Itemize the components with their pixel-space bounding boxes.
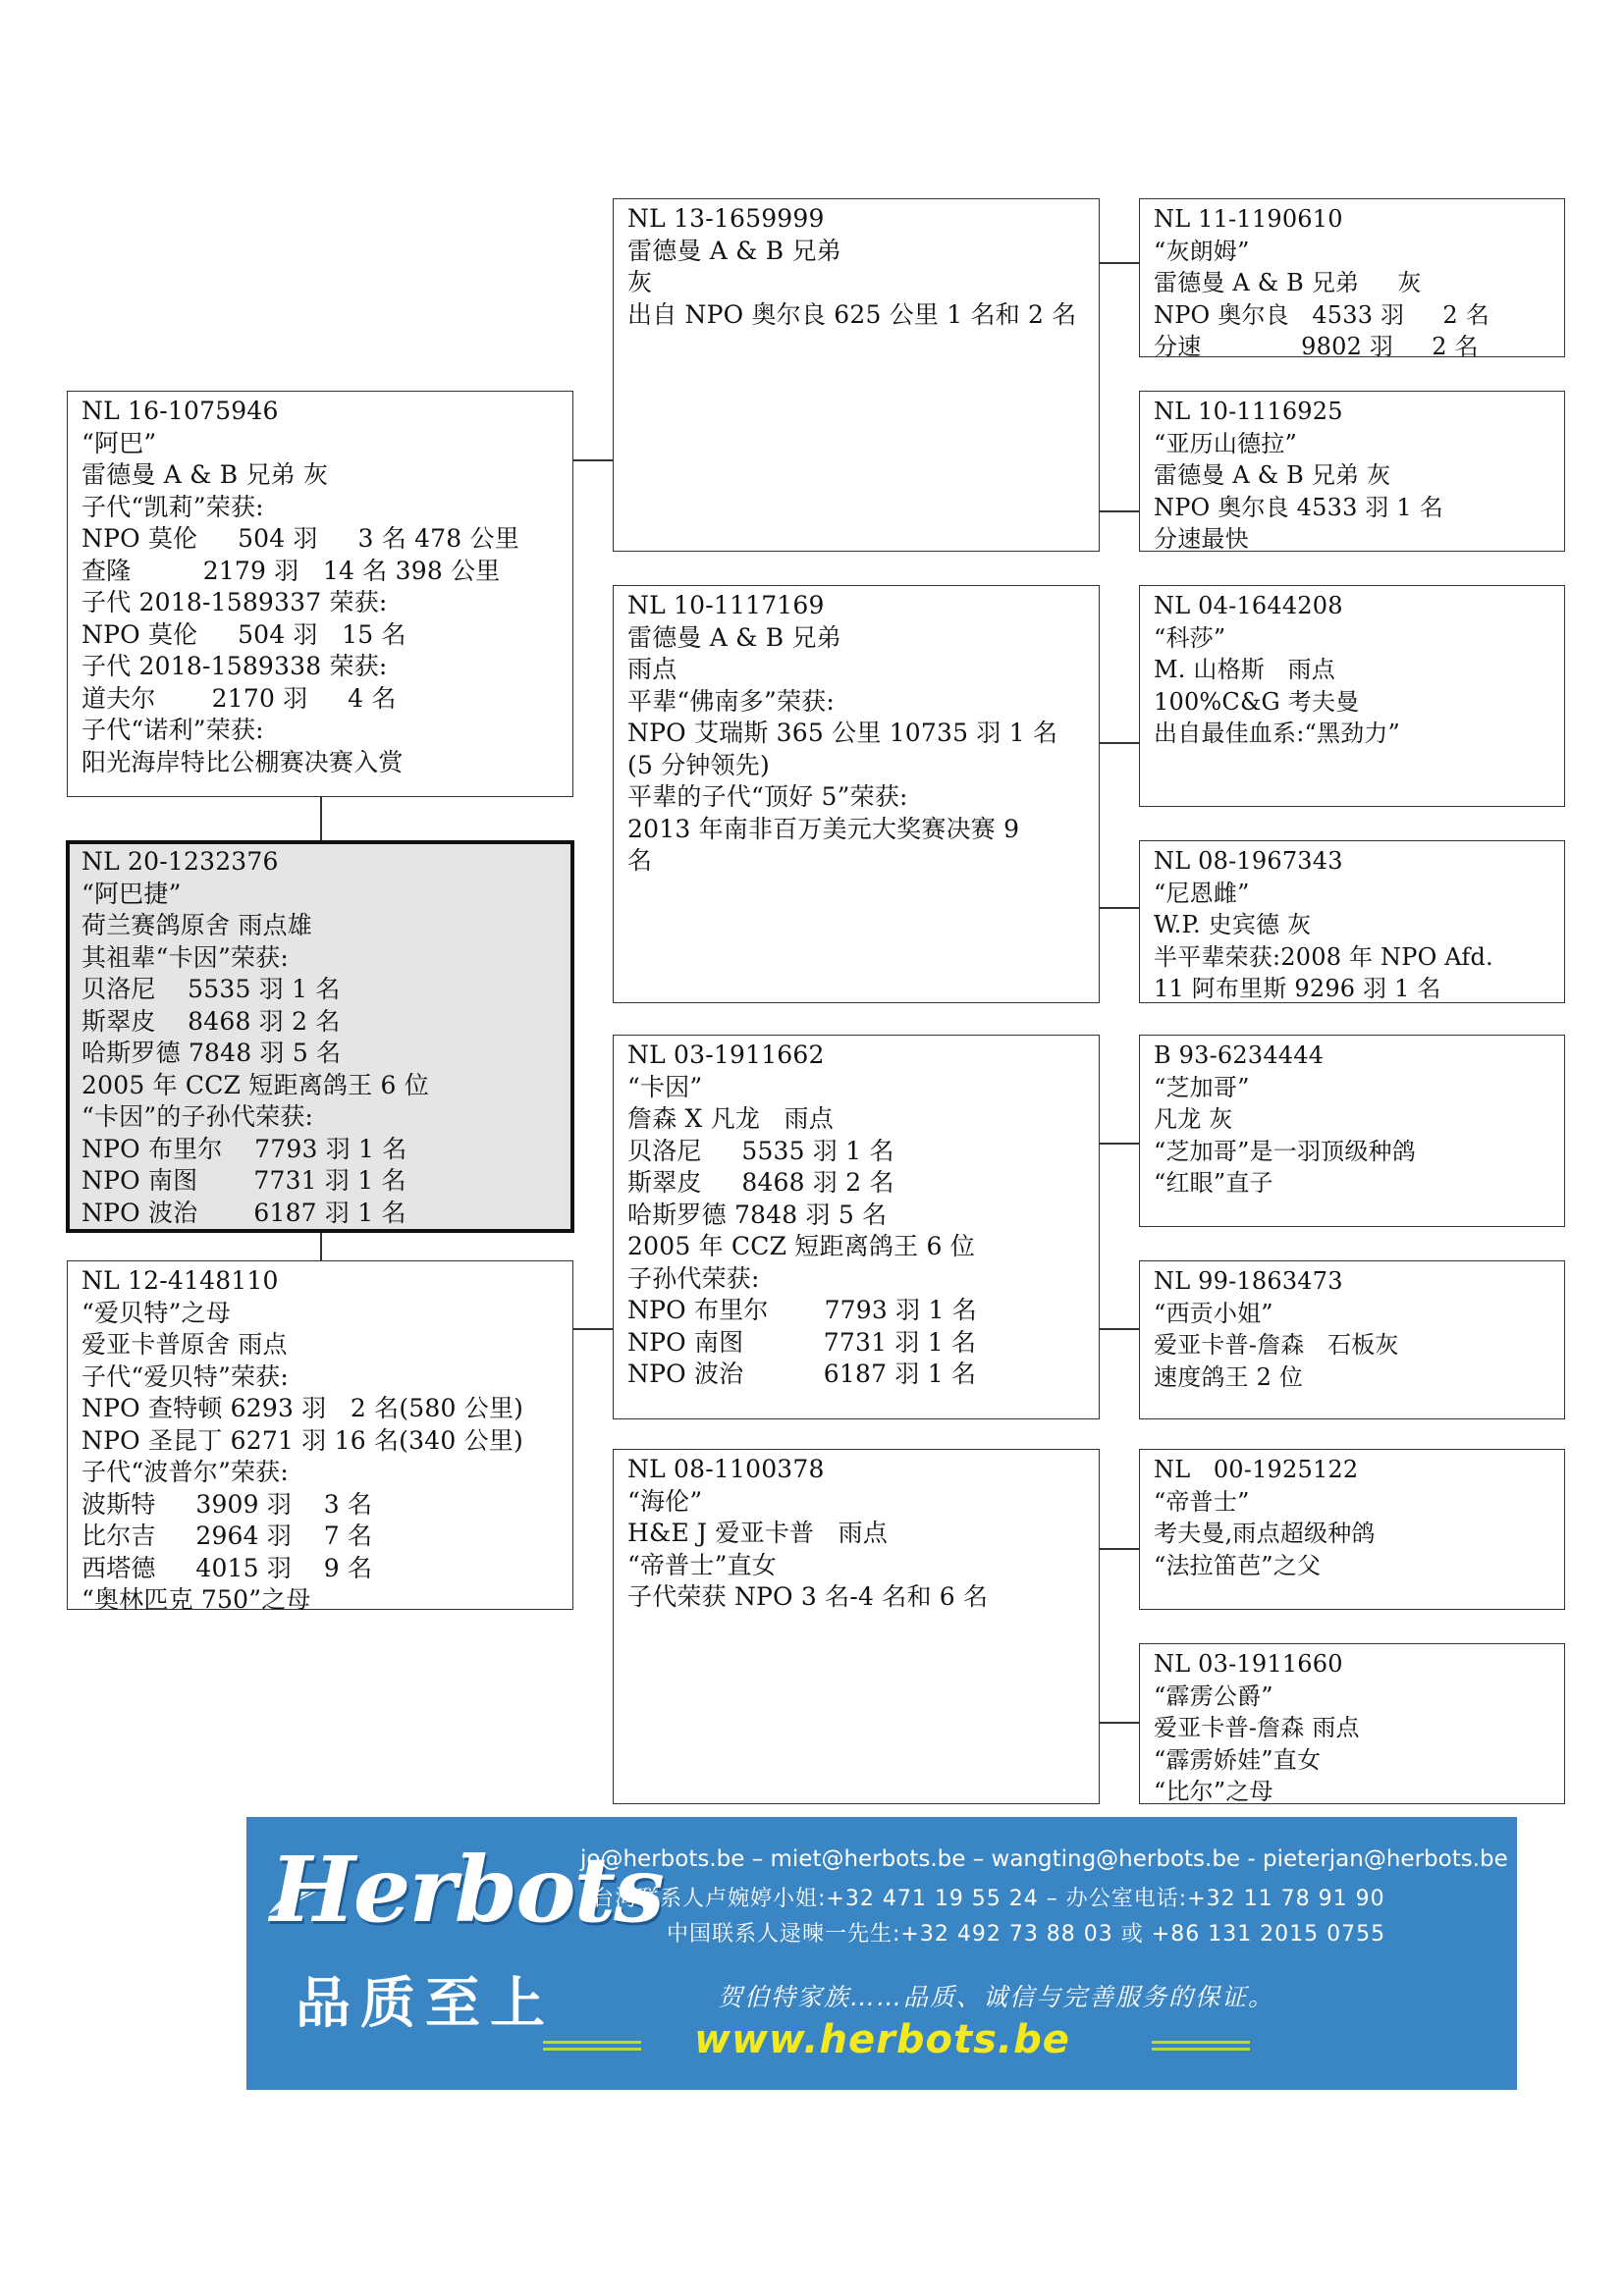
info-line: 分速最快 <box>1154 525 1249 553</box>
info-line: NPO 莫伦 504 羽 3 名 478 公里 <box>81 524 519 553</box>
info-line: 子代 2018-1589338 荣获: <box>81 652 388 680</box>
decorative-stripe <box>543 2041 641 2052</box>
info-line: 道夫尔 2170 羽 4 名 <box>81 683 397 713</box>
pigeon-name: “西贡小姐” <box>1154 1299 1273 1327</box>
pigeon-name: “灰朗姆” <box>1154 237 1250 265</box>
info-line: 贝洛尼 5535 羽 1 名 <box>627 1136 894 1165</box>
ring-number: NL 08-1100378 <box>627 1455 825 1483</box>
info-line: 查隆 2179 羽 14 名 398 公里 <box>81 556 501 585</box>
info-line: 哈斯罗德 7848 羽 5 名 <box>81 1039 342 1067</box>
pigeon-name: “霹雳公爵” <box>1154 1682 1273 1710</box>
tagline: 贺伯特家族……品质、诚信与完善服务的保证。 <box>718 1983 1275 2011</box>
info-line: NPO 艾瑞斯 365 公里 10735 羽 1 名 <box>627 719 1058 747</box>
info-line: 平辈的子代“顶好 5”荣获: <box>627 782 908 811</box>
pigeon-name: “海伦” <box>627 1486 703 1516</box>
info-line: 雷德曼 A & B 兄弟 灰 <box>81 460 329 489</box>
info-line: 平辈“佛南多”荣获: <box>627 686 835 716</box>
info-line: 斯翠皮 8468 羽 2 名 <box>81 1006 341 1036</box>
pigeon-name: “阿巴” <box>81 428 157 457</box>
pigeon-name: “阿巴捷” <box>81 879 182 908</box>
great-grandparent-card <box>1139 1035 1565 1227</box>
info-line: 灰 <box>627 268 653 296</box>
info-line: H&E J 爱亚卡普 雨点 <box>627 1519 889 1547</box>
great-grandparent-card <box>1139 1449 1565 1610</box>
info-line: “奥林匹克 750”之母 <box>81 1585 311 1614</box>
pigeon-name: “尼恩雌” <box>1154 879 1250 907</box>
pigeon-name: “卡因” <box>627 1072 703 1101</box>
info-line: 詹森 X 凡龙 雨点 <box>627 1104 834 1133</box>
ring-number: NL 10-1117169 <box>627 591 825 619</box>
pigeon-name: “爱贝特”之母 <box>81 1298 231 1327</box>
ring-number: NL 03-1911662 <box>627 1041 825 1069</box>
info-line: 子代 2018-1589337 荣获: <box>81 588 388 616</box>
decorative-stripe <box>1152 2041 1250 2052</box>
info-line: M. 山格斯 雨点 <box>1154 656 1335 683</box>
info-line: 爱亚卡普-詹森 石板灰 <box>1154 1331 1399 1359</box>
info-line: W.P. 史宾德 灰 <box>1154 911 1312 938</box>
info-line: 速度鸽王 2 位 <box>1154 1362 1304 1391</box>
info-line: 斯翠皮 8468 羽 2 名 <box>627 1168 894 1197</box>
taiwan-contact: 台湾联系人卢婉婷小姐:+32 471 19 55 24 – 办公室电话:+32 11 78 91 90 <box>592 1887 1385 1911</box>
connector <box>320 797 322 840</box>
info-line: NPO 布里尔 7793 羽 1 名 <box>627 1296 977 1324</box>
dam-card <box>67 1260 573 1614</box>
info-line: “帝普士”直女 <box>627 1550 777 1579</box>
pigeon-name: “芝加哥” <box>1154 1073 1250 1101</box>
info-line: 考夫曼,雨点超级种鸽 <box>1154 1520 1376 1547</box>
info-line: 哈斯罗德 7848 羽 5 名 <box>627 1200 888 1229</box>
info-line: 雨点 <box>627 655 677 683</box>
sire-dam-card <box>613 585 1100 1003</box>
great-grandparent-card <box>1139 198 1565 360</box>
info-line: 2005 年 CCZ 短距离鸽王 6 位 <box>627 1232 975 1260</box>
dam-sire-card <box>613 1035 1100 1419</box>
connector <box>1100 510 1139 512</box>
info-line: 子代“诺利”荣获: <box>81 716 264 744</box>
connector <box>320 1233 322 1260</box>
connector <box>1100 262 1139 264</box>
info-line: 出自最佳血系:“黑劲力” <box>1154 720 1401 747</box>
great-grandparent-card <box>1139 1643 1565 1804</box>
info-line: 子孙代荣获: <box>627 1263 760 1293</box>
info-line: 爱亚卡普原舍 雨点 <box>81 1330 288 1359</box>
china-contact: 中国联系人逯暕一先生:+32 492 73 88 03 或 +86 131 2015 0755 <box>667 1922 1386 1947</box>
sire-sire-card <box>613 198 1100 552</box>
info-line: NPO 圣昆丁 6271 羽 16 名(340 公里) <box>81 1425 523 1455</box>
slogan: 品质至上 <box>296 1972 555 2036</box>
info-line: 凡龙 灰 <box>1154 1105 1233 1133</box>
info-line: 贝洛尼 5535 羽 1 名 <box>81 975 341 1003</box>
ring-number: NL 04-1644208 <box>1154 592 1343 619</box>
info-line: 子代“爱贝特”荣获: <box>81 1362 289 1391</box>
connector <box>1100 742 1139 744</box>
info-line: 雷德曼 A & B 兄弟 <box>627 622 841 652</box>
ring-number: NL 12-4148110 <box>81 1266 279 1295</box>
pigeon-name: “亚历山德拉” <box>1154 429 1297 457</box>
info-line: 爱亚卡普-詹森 雨点 <box>1154 1714 1360 1741</box>
connector <box>1100 1548 1139 1550</box>
info-line: “红眼”直子 <box>1154 1169 1273 1197</box>
website-link[interactable]: www.herbots.be <box>694 2017 1070 2062</box>
connector <box>1100 1722 1139 1724</box>
great-grandparent-card <box>1139 840 1565 1003</box>
info-line: NPO 波治 6187 羽 1 名 <box>81 1198 406 1227</box>
info-line: “法拉笛芭”之父 <box>1154 1551 1322 1579</box>
info-line: 分速 9802 羽 2 名 <box>1154 333 1479 360</box>
info-line: NPO 波治 6187 羽 1 名 <box>627 1360 977 1388</box>
info-line: NPO 查特顿 6293 羽 2 名(580 公里) <box>81 1394 524 1422</box>
dam-dam-card <box>613 1449 1100 1804</box>
great-grandparent-card <box>1139 1260 1565 1419</box>
ring-number: NL 10-1116925 <box>1154 398 1343 425</box>
email-contacts[interactable]: jo@herbots.be – miet@herbots.be – wangting@herbots.be - pieterjan@herbots.be <box>580 1846 1508 1872</box>
info-line: 2013 年南非百万美元大奖赛决赛 9 <box>627 814 1020 843</box>
pigeon-name: “帝普士” <box>1154 1487 1250 1516</box>
herbots-logo: Herbots <box>270 1837 663 1943</box>
info-line: NPO 布里尔 7793 羽 1 名 <box>81 1134 407 1163</box>
info-line: 2005 年 CCZ 短距离鸽王 6 位 <box>81 1070 429 1099</box>
info-line: 子代“波普尔”荣获: <box>81 1458 289 1486</box>
info-line: “卡因”的子孙代荣获: <box>81 1102 314 1131</box>
info-line: 雷德曼 A & B 兄弟 灰 <box>1154 269 1422 296</box>
info-line: 荷兰赛鸽原舍 雨点雄 <box>81 911 312 939</box>
info-line: 子代荣获 NPO 3 名-4 名和 6 名 <box>627 1582 989 1611</box>
ring-number: NL 00-1925122 <box>1154 1456 1359 1483</box>
connector <box>1100 1143 1139 1145</box>
info-line: NPO 莫伦 504 羽 15 名 <box>81 619 406 649</box>
connector <box>1100 1328 1139 1330</box>
info-line: 名 <box>627 846 653 875</box>
ring-number: NL 99-1863473 <box>1154 1267 1343 1295</box>
info-line: 子代“凯莉”荣获: <box>81 492 264 521</box>
info-line: “霹雳娇娃”直女 <box>1154 1745 1322 1774</box>
info-line: (5 分钟领先) <box>627 750 770 779</box>
info-line: NPO 南图 7731 羽 1 名 <box>627 1327 977 1357</box>
info-line: 雷德曼 A & B 兄弟 <box>627 236 841 265</box>
great-grandparent-card <box>1139 391 1565 552</box>
info-line: 比尔吉 2964 羽 7 名 <box>81 1522 373 1550</box>
ring-number: B 93-6234444 <box>1154 1041 1325 1069</box>
info-line: 西塔德 4015 羽 9 名 <box>81 1553 373 1582</box>
ring-number: NL 03-1911660 <box>1154 1650 1343 1678</box>
connector <box>573 1328 613 1330</box>
ring-number: NL 13-1659999 <box>627 204 825 233</box>
info-line: 出自 NPO 奥尔良 625 公里 1 名和 2 名 <box>627 299 1077 329</box>
ring-number: NL 08-1967343 <box>1154 847 1343 875</box>
great-grandparent-card <box>1139 585 1565 807</box>
ring-number: NL 20-1232376 <box>81 847 279 876</box>
info-line: 11 阿布里斯 9296 羽 1 名 <box>1154 975 1441 1002</box>
info-line: 阳光海岸特比公棚赛决赛入赏 <box>81 747 404 776</box>
info-line: 其祖辈“卡因”荣获: <box>81 942 289 972</box>
herbots-banner <box>246 1817 1517 2090</box>
ring-number: NL 11-1190610 <box>1154 205 1343 233</box>
info-line: 雷德曼 A & B 兄弟 灰 <box>1154 461 1391 489</box>
sire-card <box>67 391 573 797</box>
info-line: 100%C&G 考夫曼 <box>1154 687 1360 716</box>
info-line: “比尔”之母 <box>1154 1778 1273 1805</box>
info-line: NPO 奥尔良 4533 羽 1 名 <box>1154 493 1443 521</box>
pigeon-name: “科莎” <box>1154 623 1226 652</box>
info-line: NPO 南图 7731 羽 1 名 <box>81 1166 406 1195</box>
info-line: “芝加哥”是一羽顶级种鸽 <box>1154 1137 1416 1165</box>
subject-pigeon-card <box>66 840 574 1233</box>
connector <box>573 459 613 461</box>
info-line: 半平辈荣获:2008 年 NPO Afd. <box>1154 942 1493 971</box>
connector <box>1100 907 1139 909</box>
info-line: 波斯特 3909 羽 3 名 <box>81 1489 373 1519</box>
info-line: NPO 奥尔良 4533 羽 2 名 <box>1154 300 1489 329</box>
ring-number: NL 16-1075946 <box>81 397 279 425</box>
